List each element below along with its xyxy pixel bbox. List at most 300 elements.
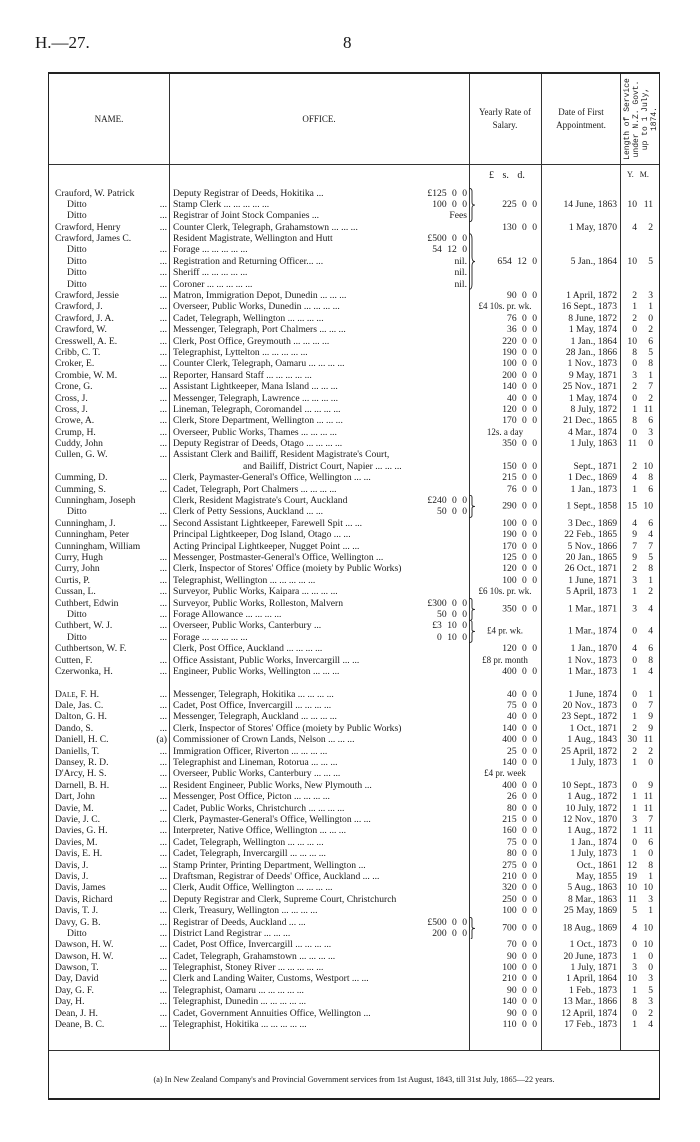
service-months: 8 — [648, 563, 653, 575]
header-length — [621, 74, 661, 164]
office-amount: nil. — [411, 256, 467, 267]
service-years: 2 — [632, 290, 637, 302]
appointment-date: May, 1855 — [576, 870, 617, 882]
employee-name: Cumming, D. — [55, 472, 108, 484]
table-row — [49, 848, 661, 859]
office-title: Clerk, Paymaster-General's Office, Wellington ... ... — [173, 813, 371, 825]
office-title: Messenger, Post Office, Picton ... ... ... ... — [173, 791, 330, 803]
name-leader: ... — [159, 1019, 167, 1031]
office-title: Clerk, Post Office, Auckland ... ... ... ... — [173, 643, 323, 655]
appointment-date: 26 Oct., 1871 — [564, 563, 617, 575]
table-row — [49, 347, 661, 358]
name-leader: ... — [159, 950, 167, 962]
office-title: Registrar of Deeds, Auckland ... ... — [173, 916, 306, 928]
footnote: (a) In New Zealand Company's and Provincial Government services from 1st August, 1843, till 31st July, 1865—22 years. — [153, 1075, 555, 1084]
employee-name: Cuthbert, Edwin — [55, 597, 119, 609]
table-row — [49, 541, 661, 552]
office-title: Reporter, Hansard Staff ... ... ... ... ... — [173, 369, 312, 381]
employee-name: Dando, S. — [55, 722, 94, 734]
appointment-date — [541, 279, 617, 290]
employee-name — [55, 677, 161, 688]
yearly-salary: £4 pr. week — [484, 768, 526, 779]
office-amount: £300 0 0 — [411, 598, 467, 609]
service-years: 8 — [632, 415, 637, 427]
employee-name: Cresswell, A. E. — [55, 335, 118, 347]
office-title: Deputy Registrar of Deeds, Hokitika ... — [173, 187, 324, 199]
appointment-date: 1 Jan., 1864 — [570, 335, 617, 347]
office-cell — [173, 552, 469, 563]
office-cell — [173, 780, 469, 791]
yearly-salary — [469, 928, 537, 939]
employee-name: Crawford, James C. — [55, 233, 132, 245]
employee-name: Dale, Jas. C. — [55, 700, 104, 712]
office-title: Surveyor, Public Works, Kaipara ... ... ... ... — [173, 586, 338, 598]
appointment-date: 1 Feb., 1873 — [569, 984, 617, 996]
service-months: 6 — [648, 415, 653, 427]
service-years — [621, 768, 637, 779]
service-months: 3 — [648, 996, 653, 1008]
yearly-salary — [469, 267, 537, 278]
service-months: 6 — [648, 517, 653, 529]
appointment-date — [541, 210, 617, 221]
service-months: 1 — [648, 369, 653, 381]
service-months: 4 — [648, 665, 653, 677]
name-leader — [153, 643, 167, 654]
service-years: 1 — [632, 586, 637, 598]
table-row — [49, 563, 661, 574]
yearly-salary: 160 0 0 — [502, 825, 537, 837]
service-months: 4 — [648, 1019, 653, 1031]
employee-name: Ditto — [67, 506, 87, 518]
office-amount: £500 0 0 — [411, 917, 467, 928]
table-row — [49, 586, 661, 597]
service-years: 1 — [632, 848, 637, 860]
office-title: Overseer, Public Works, Canterbury ... ... ... — [173, 768, 341, 780]
office-title: Coroner ... ... ... ... ... — [173, 278, 253, 290]
service-years: 4 — [632, 221, 637, 233]
office-cell — [173, 347, 469, 358]
employee-name: Cross, J. — [55, 403, 88, 415]
name-leader: ... — [159, 244, 167, 256]
office-title: Deputy Registrar of Deeds, Otago ... ... ... ... — [173, 438, 343, 450]
name-leader — [153, 529, 167, 540]
page-number: 8 — [343, 33, 352, 52]
appointment-date: 8 Mar., 1863 — [567, 893, 617, 905]
name-leader: ... — [159, 381, 167, 393]
name-leader: ... — [159, 893, 167, 905]
name-leader: ... — [159, 916, 167, 928]
office-cell — [173, 962, 469, 973]
employee-name: Ditto — [67, 244, 87, 256]
service-months — [637, 244, 653, 255]
service-years — [621, 506, 637, 517]
office-title: Acting Principal Lightkeeper, Nugget Point ... ... — [173, 540, 360, 552]
office-title: Clerk, Paymaster-General's Office, Wellington ... ... — [173, 472, 371, 484]
office-cell — [173, 586, 469, 597]
service-years — [621, 233, 637, 244]
employee-name: Dawson, T. — [55, 962, 99, 974]
office-cell — [173, 461, 469, 472]
table-row — [49, 734, 661, 745]
service-years: 10 — [627, 255, 637, 267]
service-years: 1 — [632, 950, 637, 962]
appointment-date: 28 Jan., 1866 — [565, 346, 617, 358]
office-title: Assistant Lightkeeper, Mana Island ... ... ... — [173, 381, 338, 393]
appointment-date: 1 April, 1864 — [566, 973, 617, 985]
header-office: OFFICE. — [302, 113, 336, 124]
employee-name: Dale, F. H. — [55, 688, 100, 700]
yearly-salary: 100 0 0 — [502, 905, 537, 917]
footnote-divider — [49, 1050, 659, 1051]
table-row — [49, 279, 661, 290]
yearly-salary: 80 0 0 — [507, 848, 537, 860]
name-leader: ... — [159, 700, 167, 712]
service-months: 7 — [648, 813, 653, 825]
office-title: Commissioner of Crown Lands, Nelson ... ... ... — [173, 734, 355, 746]
table-row — [49, 643, 661, 654]
office-cell — [173, 768, 469, 779]
service-months: 0 — [648, 950, 653, 962]
service-months: 5 — [648, 552, 653, 563]
name-leader: ... — [159, 472, 167, 484]
table-row — [49, 370, 661, 381]
name-leader: ... — [159, 631, 167, 643]
service-months: 3 — [648, 290, 653, 302]
office-title: Clerk, Resident Magistrate's Court, Auckland — [173, 495, 348, 507]
service-years: 1 — [632, 665, 637, 677]
table-row — [49, 210, 661, 221]
service-years — [621, 632, 637, 643]
header-length-text: Length of Service under N.Z. Govt. up to 1 July, 1874. — [623, 78, 659, 160]
service-years: 11 — [627, 438, 637, 450]
employee-name: Davis, J. — [55, 870, 89, 882]
office-title: and Bailiff, District Court, Napier ... ... ... — [243, 460, 402, 472]
table-row — [49, 803, 661, 814]
employee-name: Dalton, G. H. — [55, 711, 107, 723]
office-cell — [173, 358, 469, 369]
table-row — [49, 404, 661, 415]
table-row — [49, 438, 661, 449]
appointment-date: 8 July, 1872 — [570, 403, 617, 415]
name-leader: ... — [159, 255, 167, 267]
service-years: 2 — [632, 722, 637, 734]
table-row — [49, 256, 661, 267]
name-leader: ... — [159, 791, 167, 803]
office-cell — [173, 894, 469, 905]
name-leader: ... — [159, 813, 167, 825]
service-months: 5 — [648, 346, 653, 358]
appointment-date: 3 Dec., 1869 — [567, 517, 617, 529]
appointment-date: 5 Jan., 1864 — [570, 255, 617, 267]
office-title: Forage ... ... ... ... ... — [173, 244, 248, 256]
employee-name: Crowe, A. — [55, 415, 95, 427]
appointment-date: 1 Oct., 1873 — [569, 939, 617, 951]
service-years: 0 — [632, 324, 637, 336]
name-leader: ... — [159, 825, 167, 837]
office-title: Clerk, Audit Office, Wellington ... ... ... ... — [173, 882, 333, 894]
service-months: 2 — [648, 745, 653, 757]
service-years: 0 — [632, 1007, 637, 1019]
office-amount: £500 0 0 — [411, 233, 467, 244]
service-months — [637, 609, 653, 620]
name-leader: ... — [159, 210, 167, 222]
office-title: Messenger, Telegraph, Auckland ... ... ... ... — [173, 711, 337, 723]
name-leader: ... — [159, 711, 167, 723]
employee-name: Crawford, Henry — [55, 221, 121, 233]
appointment-date: 1 Nov., 1873 — [567, 654, 617, 666]
name-leader: ... — [159, 722, 167, 734]
name-leader: ... — [159, 962, 167, 974]
office-title: Cadet, Post Office, Invercargill ... ... ... ... — [173, 700, 332, 712]
table-row — [49, 301, 661, 312]
service-years: 0 — [632, 392, 637, 404]
table-row — [49, 506, 661, 517]
office-cell — [173, 734, 469, 745]
office-cell — [173, 1008, 469, 1019]
table-row — [49, 905, 661, 916]
yearly-salary — [469, 210, 537, 221]
employee-name: Cuthbert, W. J. — [55, 620, 113, 632]
appointment-date: 1 May, 1874 — [568, 392, 617, 404]
office-title: Overseer, Public Works, Dunedin ... ... ... ... — [173, 301, 340, 313]
table-row — [49, 188, 661, 199]
employee-name: Cunningham, Joseph — [55, 495, 136, 507]
yearly-salary: 350 0 0 — [502, 438, 537, 450]
service-years: 1 — [632, 301, 637, 313]
office-title: Clerk, Post Office, Greymouth ... ... ... ... — [173, 335, 330, 347]
service-years: 0 — [632, 688, 637, 700]
employee-name: Daniells, T. — [55, 745, 100, 757]
yearly-salary: 250 0 0 — [502, 893, 537, 905]
service-months: 5 — [648, 255, 653, 267]
office-cell — [173, 472, 469, 483]
appointment-date: 1 Mar., 1874 — [567, 626, 617, 638]
employee-name: Dawson, H. W. — [55, 950, 114, 962]
office-title: Immigration Officer, Riverton ... ... ... ... — [173, 745, 328, 757]
service-months: 10 — [643, 500, 653, 512]
appointment-date: 1 Aug., 1843 — [567, 734, 617, 746]
office-cell — [173, 814, 469, 825]
service-years: 1 — [632, 757, 637, 769]
service-months: 1 — [648, 574, 653, 586]
appointment-date — [541, 677, 617, 688]
employee-name: Crone, G. — [55, 381, 93, 393]
employee-name: Cross, J. — [55, 392, 88, 404]
yearly-salary: 90 0 0 — [507, 950, 537, 962]
name-leader: ... — [159, 802, 167, 814]
office-title: Telegraphist, Lyttelton ... ... ... ... ... — [173, 346, 308, 358]
office-title: Second Assistant Lightkeeper, Farewell Spit ... ... — [173, 517, 363, 529]
office-amount: £3 10 0 — [411, 620, 467, 631]
table-row — [49, 939, 661, 950]
name-leader: ... — [159, 768, 167, 780]
office-amount: 200 0 0 — [411, 928, 467, 939]
table-row — [49, 609, 661, 620]
table-row — [49, 780, 661, 791]
yearly-salary: 90 0 0 — [507, 984, 537, 996]
appointment-date: 1 Oct., 1871 — [569, 722, 617, 734]
yearly-salary: 36 0 0 — [507, 324, 537, 336]
employee-name: Cumming, S. — [55, 483, 106, 495]
office-cell — [173, 803, 469, 814]
service-months: 3 — [648, 893, 653, 905]
employee-name: Crawford, W. — [55, 324, 107, 336]
service-months: 4 — [648, 603, 653, 615]
service-years: 0 — [632, 358, 637, 370]
service-months: 6 — [648, 483, 653, 495]
service-months: 3 — [648, 426, 653, 438]
employee-name: Daniell, H. C. — [55, 734, 109, 746]
table-row — [49, 267, 661, 278]
table-row — [49, 951, 661, 962]
service-months — [637, 267, 653, 278]
service-years: 0 — [632, 426, 637, 438]
employee-name: Cussan, L. — [55, 586, 96, 598]
service-months: 0 — [648, 312, 653, 324]
office-cell — [173, 324, 469, 335]
office-amount: £125 0 0 — [411, 188, 467, 199]
office-amount: 54 12 0 — [411, 244, 467, 255]
table-row — [49, 985, 661, 996]
service-years: 4 — [632, 922, 637, 934]
appointment-date: 1 Aug., 1872 — [567, 825, 617, 837]
office-amount: 100 0 0 — [411, 199, 467, 210]
name-leader — [153, 233, 167, 244]
office-cell — [173, 1019, 469, 1030]
service-years: 11 — [627, 893, 637, 905]
yearly-salary — [469, 449, 537, 460]
name-leader: ... — [159, 278, 167, 290]
name-leader: ... — [159, 1007, 167, 1019]
employee-name: Davie, J. C. — [55, 813, 101, 825]
appointment-date: 5 Nov., 1866 — [567, 540, 617, 552]
yearly-salary: 100 0 0 — [502, 574, 537, 586]
service-years: 8 — [632, 996, 637, 1008]
office-title: Sheriff ... ... ... ... ... — [173, 267, 248, 279]
yearly-salary: 120 0 0 — [502, 563, 537, 575]
name-leader: ... — [159, 927, 167, 939]
yearly-salary: 210 0 0 — [502, 973, 537, 985]
service-years: 3 — [632, 369, 637, 381]
table-row — [49, 711, 661, 722]
office-title: Counter Clerk, Telegraph, Grahamstown ... ... ... — [173, 221, 358, 233]
appointment-date: 5 April, 1873 — [566, 586, 617, 598]
employee-name: Deane, B. C. — [55, 1019, 105, 1031]
table-row — [49, 427, 661, 438]
office-title: Resident Engineer, Public Works, New Plymouth ... — [173, 779, 372, 791]
office-cell — [173, 427, 469, 438]
employee-name: Davis, J. — [55, 859, 89, 871]
service-months: 6 — [648, 335, 653, 347]
office-cell — [173, 973, 469, 984]
office-cell — [173, 677, 469, 688]
table-row — [49, 324, 661, 335]
service-years — [621, 928, 637, 939]
service-years: 0 — [632, 654, 637, 666]
service-months: 0 — [648, 962, 653, 974]
employee-name: Crump, H. — [55, 426, 96, 438]
service-years: 10 — [627, 198, 637, 210]
office-cell — [173, 438, 469, 449]
table-row — [49, 860, 661, 871]
staff-table — [48, 72, 660, 1100]
service-months: 0 — [648, 848, 653, 860]
yearly-salary: 210 0 0 — [502, 870, 537, 882]
name-leader: (a) — [156, 734, 167, 746]
yearly-salary — [469, 188, 537, 199]
office-title: Clerk, Inspector of Stores' Office (moiety by Public Works) — [173, 563, 402, 575]
service-years: 0 — [632, 626, 637, 638]
employee-name: Dansey, R. D. — [55, 757, 109, 769]
service-months — [637, 632, 653, 643]
name-leader: ... — [159, 779, 167, 791]
service-years: 19 — [627, 870, 637, 882]
yearly-salary: £8 pr. month — [482, 654, 528, 665]
appointment-date: 16 Sept., 1873 — [561, 301, 617, 313]
table-row — [49, 336, 661, 347]
employee-name: Darnell, B. H. — [55, 779, 110, 791]
appointment-date — [541, 267, 617, 278]
appointment-date: 1 July, 1871 — [570, 962, 617, 974]
appointment-date: Oct., 1861 — [576, 859, 617, 871]
service-months: 8 — [648, 859, 653, 871]
office-title: Clerk, Store Department, Wellington ... ... ... — [173, 415, 343, 427]
appointment-date: 1 July, 1873 — [570, 757, 617, 769]
employee-name: Ditto — [67, 927, 87, 939]
yearly-salary: 190 0 0 — [502, 529, 537, 541]
appointment-date: 1 Dec., 1869 — [567, 472, 617, 484]
table-row — [49, 837, 661, 848]
appointment-date: 9 May, 1871 — [568, 369, 617, 381]
service-months: 11 — [643, 825, 653, 837]
service-months — [637, 928, 653, 939]
service-months: 1 — [648, 870, 653, 882]
appointment-date: 1 April, 1872 — [566, 290, 617, 302]
office-title: District Land Registrar ... ... ... — [173, 927, 291, 939]
office-title: Cadet, Telegraph, Grahamstown ... ... ... ... — [173, 950, 336, 962]
office-amount: nil. — [411, 267, 467, 278]
employee-name: Ditto — [67, 267, 87, 279]
yearly-salary: 90 0 0 — [507, 1007, 537, 1019]
employee-name: Day, G. F. — [55, 984, 94, 996]
service-months: 4 — [648, 529, 653, 541]
yearly-salary: 350 0 0 — [502, 603, 537, 615]
office-title: Principal Lightkeeper, Dog Island, Otago ... ... — [173, 529, 351, 541]
name-leader: ... — [159, 620, 167, 632]
employee-name: D'Arcy, H. S. — [55, 768, 107, 780]
name-leader: ... — [159, 574, 167, 586]
yearly-salary: 140 0 0 — [502, 381, 537, 393]
name-leader — [153, 541, 167, 552]
service-years: 0 — [632, 836, 637, 848]
office-title: Cadet, Post Office, Invercargill ... ... ... ... — [173, 939, 332, 951]
yearly-salary: 290 0 0 — [502, 500, 537, 512]
office-title: Messenger, Postmaster-General's Office, Wellington ... — [173, 552, 384, 563]
appointment-date — [541, 244, 617, 255]
table-body — [49, 188, 661, 1031]
yearly-salary — [469, 677, 537, 688]
name-leader: ... — [159, 597, 167, 609]
office-cell — [173, 222, 469, 233]
office-title: Lineman, Telegraph, Coromandel ... ... ... ... — [173, 403, 341, 415]
table-row — [49, 632, 661, 643]
office-cell — [173, 951, 469, 962]
table-row — [49, 700, 661, 711]
yearly-salary: 400 0 0 — [502, 665, 537, 677]
office-title: Stamp Clerk ... ... ... ... ... — [173, 198, 270, 210]
service-months: 8 — [648, 472, 653, 484]
service-months: 9 — [648, 711, 653, 723]
